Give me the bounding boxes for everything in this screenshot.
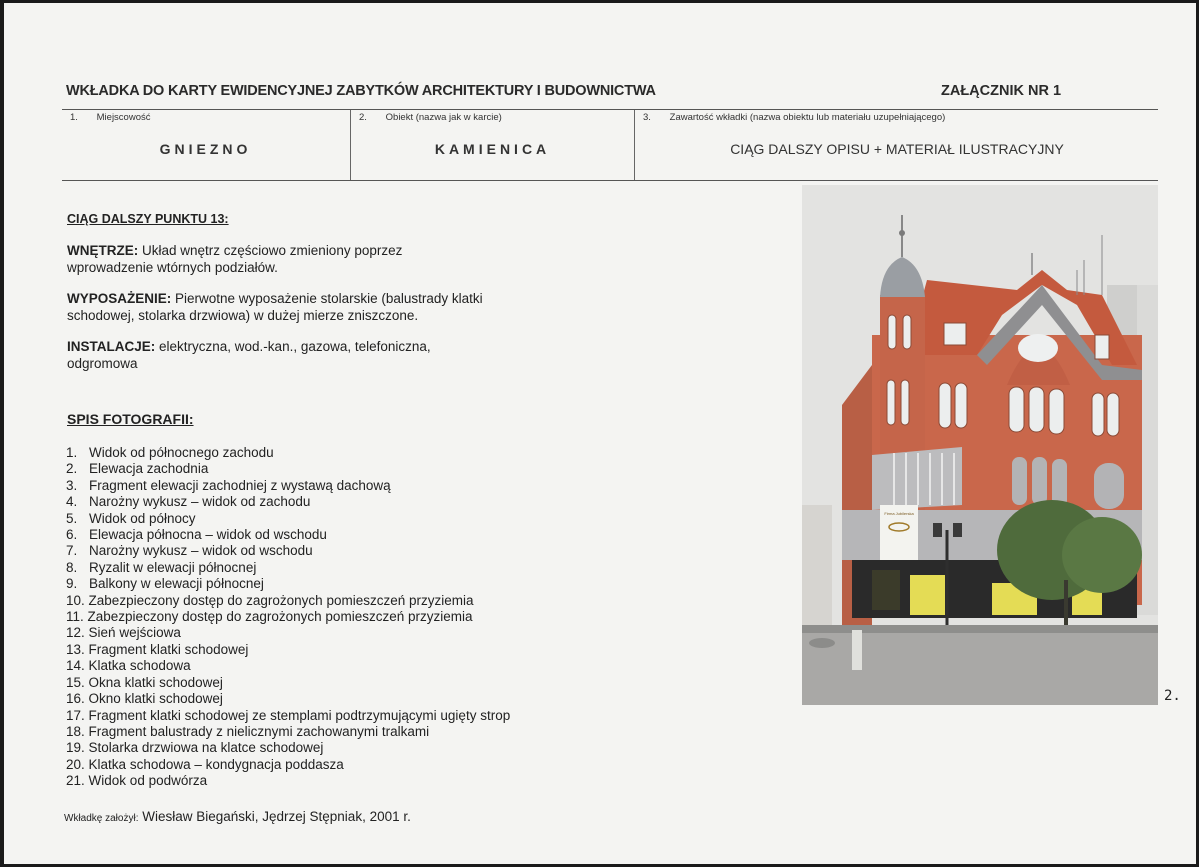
author-label: Wkładkę założył: <box>64 813 139 824</box>
list-item: 10. Zabezpieczony dostęp do zagrożonych pomieszczeń przyziemia <box>66 592 474 608</box>
list-item: 14. Klatka schodowa <box>66 658 191 674</box>
list-item: 19. Stolarka drzwiowa na klatce schodowej <box>66 740 324 756</box>
section-text: Pierwotne wyposażenie stolarskie (balustrady klatki schodowej, stolarka drzwiowa) w dużej mierze zniszczone. <box>67 291 483 323</box>
list-item: 17. Fragment klatki schodowej ze stemplami podtrzymującymi ugięty strop <box>66 707 511 723</box>
field-label: Zawartość wkładki (nazwa obiektu lub materiału uzupełniającego) <box>669 112 946 123</box>
document-title: WKŁADKA DO KARTY EWIDENCYJNEJ ZABYTKÓW ARCHITEKTURY I BUDOWNICTWA <box>66 83 656 99</box>
field-value: KAMIENICA <box>434 141 551 157</box>
attachment-number: ZAŁĄCZNIK NR 1 <box>941 83 1062 99</box>
list-item: 12. Sień wejściowa <box>66 625 181 641</box>
list-item: 20. Klatka schodowa – kondygnacja poddasza <box>66 756 344 772</box>
field-value: GNIEZNO <box>159 141 252 157</box>
list-item: 21. Widok od podwórza <box>66 773 208 789</box>
field-value: CIĄG DALSZY OPISU + MATERIAŁ ILUSTRACYJNY <box>730 141 1064 157</box>
field-label: Miejscowość <box>96 112 151 123</box>
section-text: Układ wnętrz częściowo zmieniony poprzez wprowadzenie wtórnych podziałów. <box>67 243 403 275</box>
list-item: 6. Elewacja północna – widok od wschodu <box>66 527 327 543</box>
author-footer <box>64 809 411 824</box>
list-item: 15. Okna klatki schodowej <box>66 674 223 690</box>
field-object <box>350 110 634 180</box>
field-number: 1. <box>70 112 78 123</box>
list-item: 18. Fragment balustrady z nielicznymi zachowanymi tralkami <box>66 723 430 739</box>
list-item: 1. Widok od północnego zachodu <box>66 445 274 460</box>
list-item: 11. Zabezpieczony dostęp do zagrożonych pomieszczeń przyziemia <box>66 609 473 625</box>
list-item: 2. Elewacja zachodnia <box>66 461 209 477</box>
section-text: elektryczna, wod.-kan., gazowa, telefoniczna, odgromowa <box>67 339 431 371</box>
section-furnishing <box>67 290 487 324</box>
field-locality <box>62 110 349 180</box>
list-item: 5. Widok od północy <box>66 510 196 526</box>
author-names: Wiesław Biegański, Jędrzej Stępniak, 2001 r. <box>138 809 411 824</box>
description-heading: CIĄG DALSZY PUNKTU 13: <box>67 212 229 226</box>
tenement-building-illustration <box>802 185 1158 705</box>
field-number: 2. <box>359 112 367 123</box>
building-photo <box>802 185 1158 705</box>
list-item: 8. Ryzalit w elewacji północnej <box>66 559 257 575</box>
photo-list <box>66 445 510 790</box>
list-item: 4. Narożny wykusz – widok od zachodu <box>66 494 311 510</box>
field-contents <box>634 110 1159 180</box>
list-item: 16. Okno klatki schodowej <box>66 691 223 707</box>
section-interior <box>67 242 487 276</box>
photo-list-heading: SPIS FOTOGRAFII: <box>67 411 194 427</box>
field-label: Obiekt (nazwa jak w karcie) <box>385 112 502 123</box>
list-item: 9. Balkony w elewacji północnej <box>66 576 264 592</box>
header-fields-table <box>62 109 1158 181</box>
list-item: 13. Fragment klatki schodowej <box>66 641 249 657</box>
document-page <box>4 3 1196 864</box>
description-block <box>67 211 487 386</box>
section-label: WYPOSAŻENIE: <box>67 291 172 306</box>
field-number: 3. <box>643 112 651 123</box>
svg-text:Firma Jubilerska: Firma Jubilerska <box>884 511 914 516</box>
photo-caption-number: 2. <box>1164 688 1181 704</box>
list-item: 3. Fragment elewacji zachodniej z wystawą dachową <box>66 477 391 493</box>
section-label: INSTALACJE: <box>67 339 156 354</box>
section-label: WNĘTRZE: <box>67 243 139 258</box>
section-installations <box>67 338 487 372</box>
list-item: 7. Narożny wykusz – widok od wschodu <box>66 543 313 559</box>
